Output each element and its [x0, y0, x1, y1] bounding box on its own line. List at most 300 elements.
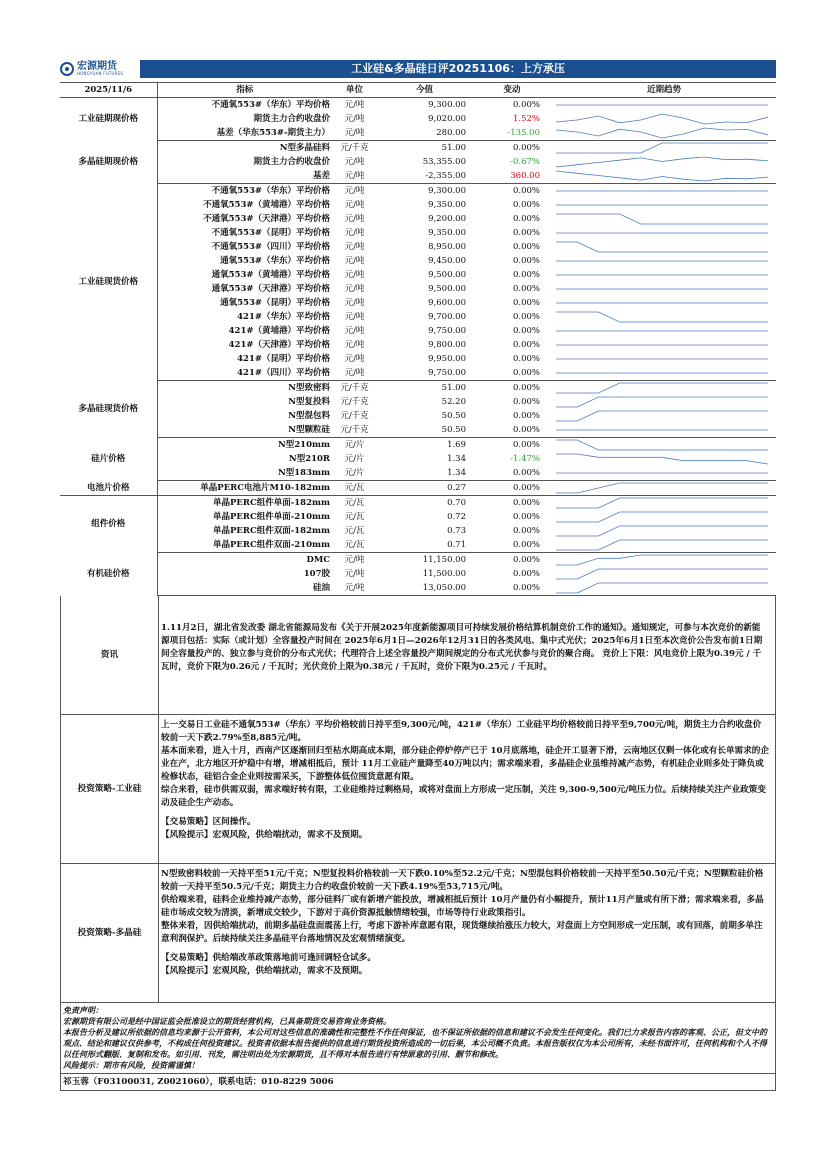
value-cell: -2,355.00: [377, 169, 472, 184]
change-cell: 0.00%: [512, 411, 540, 421]
indicator-name: 不通氧553#（黄埔港）平均价格: [203, 200, 330, 210]
change-cell: 0.00%: [512, 143, 540, 153]
sparkline: [552, 324, 772, 338]
value-cell: 13,050.00: [377, 581, 472, 596]
indicator-name: 不通氧553#（天津港）平均价格: [203, 214, 330, 224]
indicator-name: 硅油: [157, 581, 332, 596]
change-cell: 0.00%: [512, 555, 540, 565]
change-cell: 0.00%: [472, 538, 552, 553]
indicator-name: 421#（四川）平均价格: [157, 366, 332, 381]
value-cell: 9,300.00: [428, 100, 466, 110]
change-cell: 0.00%: [512, 214, 540, 224]
value-cell: 53,355.00: [422, 157, 466, 167]
sparkline: [552, 226, 772, 240]
table-row: [60, 538, 776, 553]
change-cell: 0.00%: [512, 284, 540, 294]
indicator-name: 基差（华东553#-期货主力）: [157, 126, 332, 141]
col-unit: 单位: [332, 83, 377, 98]
table-row: [60, 324, 776, 338]
trend-cell: [552, 381, 776, 396]
indicator-name: 单晶PERC组件单面-210mm: [213, 512, 330, 522]
sparkline: [552, 423, 772, 437]
strategy-si-label: 投资策略-工业硅: [61, 715, 159, 863]
unit-cell: 元/吨: [344, 298, 365, 308]
trend-line: [556, 526, 768, 536]
table-row: [60, 198, 776, 212]
table-row: [60, 338, 776, 352]
sparkline: [552, 395, 772, 409]
table-row: [60, 438, 776, 453]
value-cell: 9,500.00: [428, 270, 466, 280]
value-cell: 9,350.00: [428, 228, 466, 238]
change-cell: 0.00%: [472, 423, 552, 438]
unit-cell: 元/吨: [344, 569, 365, 579]
sparkline: [552, 452, 772, 466]
table-row: [60, 226, 776, 240]
table-row: [60, 395, 776, 409]
strategy-poly-p4: 【交易策略】供给端改革政策落地前可逢回调轻仓试多。: [161, 953, 376, 963]
change-cell: 0.00%: [512, 340, 540, 350]
value-cell: 8,950.00: [428, 242, 466, 252]
trend-cell: [552, 366, 776, 381]
logo-en: HONGYUAN FUTURES: [77, 71, 124, 76]
trend-cell: [552, 423, 776, 438]
table-row: [60, 254, 776, 268]
change-cell: 0.00%: [512, 440, 540, 450]
trend-cell: [552, 395, 776, 409]
col-indicator: 指标: [157, 83, 332, 98]
change-cell: -1.47%: [510, 454, 540, 464]
table-row: [60, 184, 776, 199]
company-logo: [60, 60, 132, 78]
table-row: [60, 282, 776, 296]
indicator-name: DMC: [306, 555, 330, 565]
report-body: [60, 82, 776, 1091]
unit-cell: 元/片: [344, 440, 365, 450]
change-cell: 0.00%: [512, 242, 540, 252]
sparkline: [552, 254, 772, 268]
indicator-name: 期货主力合约收盘价: [253, 114, 330, 124]
sparkline: [552, 553, 772, 567]
sparkline: [552, 581, 772, 595]
news-text: 1.11月2日，湖北省发改委 湖北省能源局发布《关于开展2025年度新能源项目可持续发展价格结算机制竞价工作的通知》。通知规定，可参与本次竞价的新能源项目包括：实际（或计划）全容量投产时间在 2025年6月1日—2026年12月31日的各类风电、集中式光伏；2025年6月1日至本次竞价公告发布前1日期间全容量投产的、独立参与竞价的分布式光伏；代理符合上述全容量投产期间规定的分布式光伏参与竞价的聚合商。 竞价上下限：风电竞价上限为0.39元 / 千瓦时，竞价下限为0.26元 / 千瓦时；光伏竞价上限为0.38元 / 千瓦时，竞价下限为0.25元 / 千瓦时。: [161, 623, 763, 672]
change-cell: 0.00%: [512, 397, 540, 407]
indicator-name: N型210mm: [277, 440, 330, 450]
indicator-name: 通氧553#（天津港）平均价格: [211, 284, 330, 294]
trend-line: [556, 569, 768, 579]
disclaimer-p1: 宏源期货有限公司是经中国证监会批准设立的期货经营机构，已具备期货交易咨询业务资格。: [63, 1016, 391, 1026]
table-row: [60, 409, 776, 423]
change-cell: 0.00%: [472, 366, 552, 381]
category-label: 有机硅价格: [60, 553, 157, 596]
trend-cell: [552, 98, 776, 113]
indicator-name: N型210R: [288, 454, 330, 464]
trend-cell: [552, 338, 776, 352]
table-row: [60, 155, 776, 169]
trend-cell: [552, 240, 776, 254]
unit-cell: 元/千克: [340, 143, 369, 153]
table-row: [60, 112, 776, 126]
table-row: [60, 141, 776, 156]
unit-cell: 元/吨: [344, 186, 365, 196]
table-row: [60, 567, 776, 581]
unit-cell: 元/吨: [344, 100, 365, 110]
trend-cell: [552, 254, 776, 268]
unit-cell: 元/瓦: [344, 498, 365, 508]
change-cell: 0.00%: [512, 228, 540, 238]
change-cell: 0.00%: [472, 481, 552, 496]
value-cell: 1.34: [377, 466, 472, 481]
value-cell: 9,750.00: [428, 326, 466, 336]
value-cell: 0.70: [447, 498, 466, 508]
news-section: [60, 596, 776, 715]
sparkline: [552, 381, 772, 395]
change-cell: 0.00%: [512, 256, 540, 266]
value-cell: 0.27: [377, 481, 472, 496]
sparkline: [552, 438, 772, 452]
indicator-name: 421#（昆明）平均价格: [237, 354, 330, 364]
indicator-name: 单晶PERC组件双面-210mm: [157, 538, 332, 553]
unit-cell: 元/瓦: [344, 512, 365, 522]
indicator-name: 单晶PERC电池片M10-182mm: [157, 481, 332, 496]
category-label: 电池片价格: [60, 481, 157, 496]
trend-cell: [552, 198, 776, 212]
table-row: [60, 452, 776, 466]
value-cell: 9,750.00: [377, 366, 472, 381]
col-value: 今值: [377, 83, 472, 98]
trend-line: [556, 242, 768, 252]
trend-line: [556, 411, 768, 421]
unit-cell: 元/吨: [332, 366, 377, 381]
trend-cell: [552, 296, 776, 310]
sparkline: [552, 268, 772, 282]
sparkline: [552, 141, 772, 155]
value-cell: 280.00: [377, 126, 472, 141]
table-row: [60, 126, 776, 141]
unit-cell: 元/瓦: [332, 538, 377, 553]
indicator-name: 421#（黄埔港）平均价格: [228, 326, 330, 336]
strategy-si-p5: 【风险提示】宏观风险，供给端扰动，需求不及预期。: [161, 830, 368, 840]
table-row: [60, 268, 776, 282]
change-cell: 0.00%: [512, 326, 540, 336]
value-cell: 0.71: [377, 538, 472, 553]
trend-cell: [552, 466, 776, 481]
unit-cell: 元/吨: [344, 354, 365, 364]
trend-line: [556, 214, 768, 224]
value-cell: 9,450.00: [428, 256, 466, 266]
trend-cell: [552, 567, 776, 581]
unit-cell: 元/吨: [344, 114, 365, 124]
unit-cell: 元/吨: [332, 169, 377, 184]
category-label: 工业硅现货价格: [60, 184, 157, 381]
trend-line: [556, 454, 768, 464]
date-cell: 2025/11/6: [60, 83, 157, 98]
change-cell: 0.00%: [512, 512, 540, 522]
sparkline: [552, 112, 772, 126]
table-row: [60, 366, 776, 381]
price-table: [60, 82, 776, 596]
trend-cell: [552, 226, 776, 240]
indicator-name: 单晶PERC组件单面-182mm: [213, 498, 330, 508]
trend-cell: [552, 324, 776, 338]
trend-cell: [552, 496, 776, 511]
trend-line: [556, 483, 768, 493]
change-cell: 0.00%: [512, 569, 540, 579]
trend-cell: [552, 524, 776, 538]
trend-cell: [552, 268, 776, 282]
value-cell: 50.50: [441, 411, 466, 421]
value-cell: 11,150.00: [422, 555, 466, 565]
unit-cell: 元/千克: [332, 423, 377, 438]
indicator-name: 基差: [157, 169, 332, 184]
unit-cell: 元/吨: [344, 200, 365, 210]
sparkline: [552, 466, 772, 480]
value-cell: 0.72: [447, 512, 466, 522]
table-row: [60, 212, 776, 226]
strategy-si-p4: 【交易策略】区间操作。: [161, 817, 256, 827]
trend-cell: [552, 481, 776, 496]
sparkline: [552, 155, 772, 169]
strategy-poly-p1: N型致密料较前一天持平至51元/千克；N型复投料价格较前一天下跌0.10%至52.2元/千克；N型混包料价格较前一天持平至50.50元/千克；N型颗粒硅价格较前一天持平至50.5元/千克；期货主力合约收盘价较前一天下跌4.19%至53,715元/吨。: [161, 869, 764, 892]
trend-line: [556, 114, 768, 124]
value-cell: 51.00: [441, 143, 466, 153]
unit-cell: 元/吨: [332, 126, 377, 141]
indicator-name: 421#（天津港）平均价格: [228, 340, 330, 350]
change-cell: -135.00: [472, 126, 552, 141]
trend-line: [556, 555, 768, 565]
trend-cell: [552, 282, 776, 296]
strategy-si-p3: 综合来看，硅市供需双弱，需求端好转有限，工业硅维持过剩格局，或将对盘面上方形成一定压制，关注 9,300-9,500元/吨压力位。后续持续关注产业政策变动及硅企生产动态。: [161, 785, 766, 808]
change-cell: 0.00%: [512, 312, 540, 322]
indicator-name: N型混包料: [288, 411, 330, 421]
unit-cell: 元/瓦: [332, 481, 377, 496]
value-cell: 9,700.00: [428, 312, 466, 322]
indicator-name: 不通氧553#（四川）平均价格: [211, 242, 330, 252]
unit-cell: 元/千克: [340, 397, 369, 407]
strategy-poly-p3: 整体来看，因供给端扰动，前期多晶硅盘面震荡上行，考虑下游补库意愿有限，现货继续抬涨压力较大，对盘面上方空间形成一定压制，或有回落，前期多单注意利润保护。后续持续关注多晶硅平台落地情况及宏观情绪演变。: [161, 921, 763, 944]
col-change: 变动: [472, 83, 552, 98]
value-cell: 9,300.00: [428, 186, 466, 196]
sparkline: [552, 496, 772, 510]
report-title: 工业硅&多晶硅日评20251106：上方承压: [140, 60, 776, 78]
sparkline: [552, 98, 772, 112]
category-label: 多晶硅现货价格: [60, 381, 157, 438]
trend-line: [556, 157, 768, 167]
disclaimer-title: 免责声明：: [63, 1005, 103, 1015]
indicator-name: N型致密料: [288, 383, 330, 393]
unit-cell: 元/吨: [344, 284, 365, 294]
value-cell: 51.00: [441, 383, 466, 393]
sparkline: [552, 481, 772, 495]
sparkline: [552, 510, 772, 524]
strategy-si-p2: 基本面来看，进入十月，西南产区逐渐回归至枯水期高成本期，部分硅企停炉停产已于 10月底落地，硅企开工显著下滑，云南地区仅剩一体化或有长单需求的企业在产，北方地区开炉稳中有增，增减相抵后，预计 11月工业硅产量降至40万吨以内；需求端来看，多晶硅企业虽维持减产态势，有机硅企业则多处于降负或检修状态，硅铝合金企业则按需采买，下游整体低位囤货意愿有限。: [161, 746, 769, 782]
trend-cell: [552, 169, 776, 184]
category-label: 组件价格: [60, 496, 157, 553]
table-row: [60, 481, 776, 496]
sparkline: [552, 212, 772, 226]
trend-cell: [552, 310, 776, 324]
value-cell: 50.50: [377, 423, 472, 438]
strategy-si-p1: 上一交易日工业硅不通氧553#（华东）平均价格较前日持平至9,300元/吨，421#（华东）工业硅平均价格较前日持平至9,700元/吨，期货主力合约收盘价较前一天下跌2.79%至8,885元/吨。: [161, 720, 762, 743]
indicator-name: 单晶PERC组件双面-182mm: [213, 526, 330, 536]
change-cell: 0.00%: [512, 498, 540, 508]
unit-cell: 元/吨: [344, 256, 365, 266]
value-cell: 9,020.00: [428, 114, 466, 124]
trend-cell: [552, 538, 776, 553]
unit-cell: 元/千克: [340, 383, 369, 393]
change-cell: 0.00%: [512, 186, 540, 196]
value-cell: 9,500.00: [428, 284, 466, 294]
disclaimer-box: [60, 1003, 776, 1091]
table-row: [60, 553, 776, 568]
indicator-name: 通氧553#（黄埔港）平均价格: [211, 270, 330, 280]
trend-line: [556, 312, 768, 322]
trend-cell: [552, 352, 776, 366]
disclaimer-p2: 本报告分析及建议所依据的信息均来源于公开资料，本公司对这些信息的准确性和完整性不作任何保证，也不保证所依据的信息和建议不会发生任何变化。我们已力求报告内容的客观、公正，但文中的观点、结论和建议仅供参考，不构成任何投资建议。投资者依据本报告提供的信息进行期货投资所造成的一切后果，本公司概不负责。本报告版权仅为本公司所有，未经书面许可，任何机构和个人不得以任何形式翻版、复制和发布。如引用、刊发，需注明出处为宏源期货，且不得对本报告进行有悖原意的引用、删节和修改。: [63, 1027, 767, 1059]
trend-line: [556, 512, 768, 522]
logo-icon: [60, 62, 74, 76]
value-cell: 1.34: [447, 454, 466, 464]
sparkline: [552, 524, 772, 538]
trend-line: [556, 498, 768, 508]
trend-cell: [552, 452, 776, 466]
trend-cell: [552, 553, 776, 568]
indicator-name: N型183mm: [157, 466, 332, 481]
table-row: [60, 296, 776, 310]
category-label: 工业硅期现价格: [60, 98, 157, 141]
unit-cell: 元/吨: [344, 312, 365, 322]
indicator-name: 421#（华东）平均价格: [237, 312, 330, 322]
sparkline: [552, 567, 772, 581]
news-label: 资讯: [61, 596, 159, 714]
table-row: [60, 510, 776, 524]
disclaimer: [61, 1003, 775, 1074]
unit-cell: 元/吨: [344, 242, 365, 252]
sparkline: [552, 296, 772, 310]
table-row: [60, 524, 776, 538]
change-cell: 0.00%: [512, 526, 540, 536]
change-cell: 0.00%: [512, 270, 540, 280]
value-cell: 52.20: [441, 397, 466, 407]
sparkline: [552, 126, 772, 140]
trend-cell: [552, 438, 776, 453]
indicator-name: N型多晶硅料: [279, 143, 330, 153]
col-trend: 近期趋势: [552, 83, 776, 98]
trend-line: [556, 440, 768, 450]
unit-cell: 元/片: [344, 454, 365, 464]
trend-cell: [552, 141, 776, 156]
trend-line: [556, 143, 768, 153]
strategy-poly-label: 投资策略-多晶硅: [61, 864, 159, 1002]
contact-info: 祁玉蓉（F03100031, Z0021060），联系电话：010-8229 5006: [63, 1077, 334, 1087]
trend-line: [556, 397, 768, 407]
trend-cell: [552, 112, 776, 126]
unit-cell: 元/片: [332, 466, 377, 481]
indicator-name: N型颗粒硅: [157, 423, 332, 438]
trend-cell: [552, 212, 776, 226]
indicator-name: 不通氧553#（华东）平均价格: [211, 100, 330, 110]
change-cell: 0.00%: [472, 581, 552, 596]
table-row: [60, 496, 776, 511]
change-cell: 360.00: [472, 169, 552, 184]
unit-cell: 元/吨: [344, 340, 365, 350]
trend-line: [556, 128, 768, 138]
category-label: 硅片价格: [60, 438, 157, 481]
trend-line: [556, 383, 768, 393]
strategy-poly-section: [60, 864, 776, 1003]
table-row: [60, 466, 776, 481]
unit-cell: 元/吨: [344, 270, 365, 280]
trend-line: [556, 583, 768, 593]
unit-cell: 元/吨: [344, 555, 365, 565]
sparkline: [552, 310, 772, 324]
table-row: [60, 581, 776, 596]
change-cell: 1.52%: [512, 114, 540, 124]
unit-cell: 元/吨: [332, 581, 377, 596]
sparkline: [552, 366, 772, 380]
table-row: [60, 310, 776, 324]
indicator-name: 不通氧553#（昆明）平均价格: [211, 228, 330, 238]
indicator-name: N型复投料: [288, 397, 330, 407]
sparkline: [552, 282, 772, 296]
unit-cell: 元/瓦: [344, 526, 365, 536]
change-cell: 0.00%: [512, 100, 540, 110]
change-cell: 0.00%: [512, 298, 540, 308]
logo-cn: 宏源期货: [77, 61, 117, 72]
change-cell: 0.00%: [512, 383, 540, 393]
table-row: [60, 423, 776, 438]
trend-line: [556, 540, 768, 550]
trend-cell: [552, 510, 776, 524]
indicator-name: 期货主力合约收盘价: [253, 157, 330, 167]
value-cell: 11,500.00: [422, 569, 466, 579]
change-cell: 0.00%: [472, 466, 552, 481]
sparkline: [552, 184, 772, 198]
trend-line: [556, 171, 768, 181]
value-cell: 9,600.00: [428, 298, 466, 308]
sparkline: [552, 538, 772, 552]
strategy-si-section: [60, 715, 776, 864]
table-row: [60, 352, 776, 366]
sparkline: [552, 338, 772, 352]
disclaimer-p3: 风险提示：期市有风险，投资需谨慎！: [63, 1060, 199, 1070]
indicator-name: 通氧553#（昆明）平均价格: [220, 298, 330, 308]
table-row: [60, 240, 776, 254]
unit-cell: 元/吨: [344, 228, 365, 238]
value-cell: 9,350.00: [428, 200, 466, 210]
value-cell: 0.73: [447, 526, 466, 536]
sparkline: [552, 409, 772, 423]
trend-cell: [552, 409, 776, 423]
strategy-poly-p2: 供给端来看，硅料企业维持减产态势，部分硅料厂或有新增产能投放，增减相抵后预计 10月产量仍有小幅提升，预计11月产量或有所下滑；需求端来看，多晶硅市场成交较为清淡，新增成交较少，下游对于高价资源抵触情绪较强，市场等待行业政策指引。: [161, 895, 764, 918]
unit-cell: 元/千克: [340, 411, 369, 421]
unit-cell: 元/吨: [344, 214, 365, 224]
unit-cell: 元/吨: [344, 326, 365, 336]
value-cell: 9,800.00: [428, 340, 466, 350]
table-row: [60, 381, 776, 396]
change-cell: -0.67%: [510, 157, 540, 167]
sparkline: [552, 169, 772, 183]
table-header: [60, 83, 776, 98]
table-row: [60, 169, 776, 184]
table-row: [60, 98, 776, 113]
value-cell: 1.69: [447, 440, 466, 450]
trend-cell: [552, 155, 776, 169]
trend-cell: [552, 184, 776, 199]
strategy-poly-p5: 【风险提示】宏观风险，供给端扰动，需求不及预期。: [161, 966, 368, 976]
unit-cell: 元/吨: [344, 157, 365, 167]
indicator-name: 通氧553#（华东）平均价格: [220, 256, 330, 266]
